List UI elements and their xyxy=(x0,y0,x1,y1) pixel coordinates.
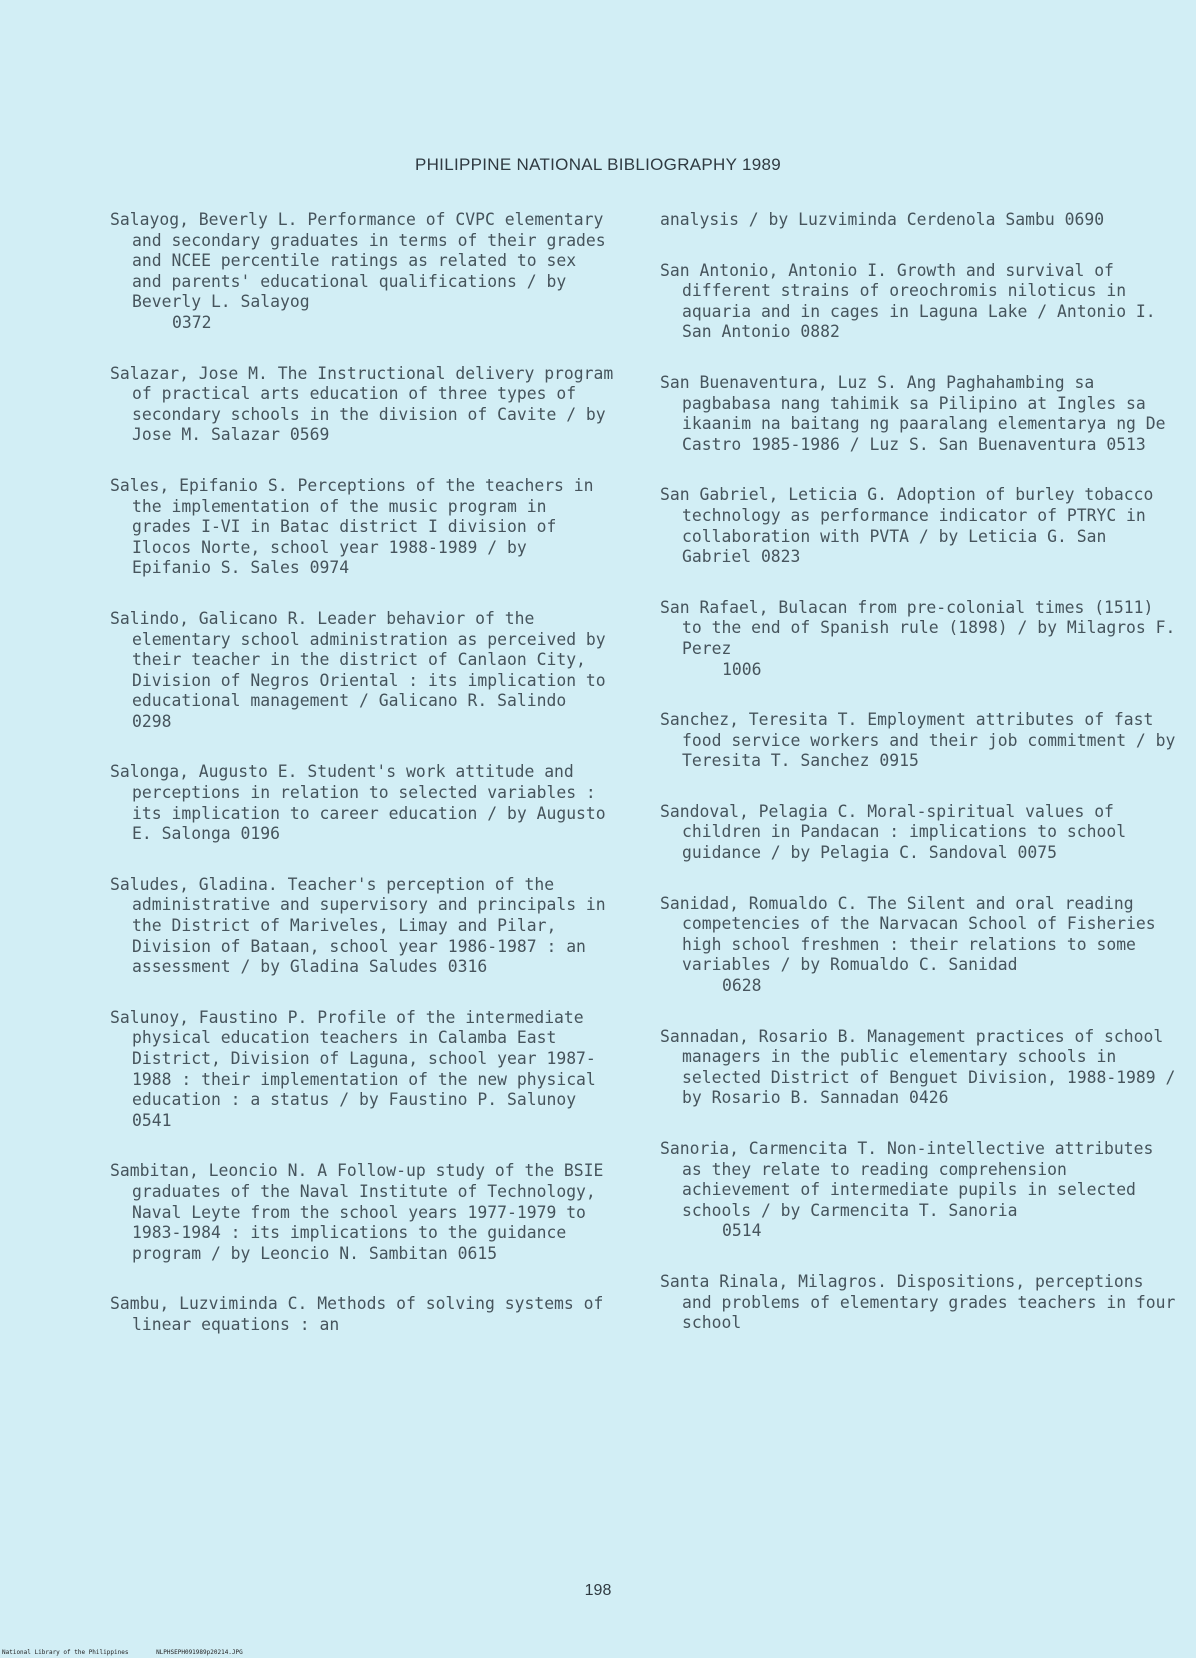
bibliography-entry: Salindo, Galicano R. Leader behavior of the elementary school administration as perceived by their teacher in the district of Canlaon City, Division of Negros Oriental : its implication to educational management / Galicano R. Salindo 0298 xyxy=(110,608,606,731)
bibliography-entry: Sanchez, Teresita T. Employment attributes of fast food service workers and their job commitment / by Teresita T. Sanchez 0915 xyxy=(660,710,1176,771)
bibliography-entry: San Antonio, Antonio I. Growth and survival of different strains of oreochromis niloticus in aquaria and in cages in Laguna Lake / Antonio I. San Antonio 0882 xyxy=(660,260,1156,342)
left-column xyxy=(110,210,615,1366)
bibliography-entry: San Gabriel, Leticia G. Adoption of burley tobacco technology as performance indicator of PTRYC in collaboration with PVTA / by Leticia G. San Gabriel 0823 xyxy=(660,485,1154,567)
bibliography-entry: Sannadan, Rosario B. Management practices of school managers in the public elementary schools in selected District of Benguet Division, 1988-1989 / by Rosario B. Sannadan 0426 xyxy=(660,1026,1176,1108)
footer-library: National Library of the Philippines xyxy=(2,1649,129,1656)
bibliography-entry: Sambitan, Leoncio N. A Follow-up study of the BSIE graduates of the Naval Institute of Technology, Naval Leyte from the school years 1977-1979 to 1983-1984 : its implications to the guidance program / by Leoncio N. Sambitan 0615 xyxy=(110,1161,604,1263)
bibliography-entry: Sales, Epifanio S. Perceptions of the teachers in the implementation of the music program in grades I-VI in Batac district I division of Ilocos Norte, school year 1988-1989 / by Epifanio S. Sales 0974 xyxy=(110,475,594,578)
bibliography-entry: Salunoy, Faustino P. Profile of the intermediate physical education teachers in Calamba East District, Division of Laguna, school year 1987-1988 : their implementation of the new physical education : a status / by Faustino P. Salunoy 0541 xyxy=(110,1007,596,1130)
page-number: 198 xyxy=(584,1582,612,1599)
bibliography-entry: Salazar, Jose M. The Instructional delivery program of practical arts education of three types of secondary schools in the division of Cavite / by Jose M. Salazar 0569 xyxy=(110,363,614,445)
page-title: PHILIPPINE NATIONAL BIBLIOGRAPHY 1989 xyxy=(414,155,782,174)
bibliography-entry: San Buenaventura, Luz S. Ang Paghahambing sa pagbabasa nang tahimik sa Pilipino at Ingles sa ikaanim na baitang ng paaralang elementarya ng De Castro 1985-1986 / Luz S. San Buenaventura 0513 xyxy=(660,372,1166,454)
bibliography-entry: Santa Rinala, Milagros. Dispositions, perceptions and problems of elementary grades teachers in four school xyxy=(660,1271,1176,1333)
bibliography-entry: Salayog, Beverly L. Performance of CVPC elementary and secondary graduates in terms of their grades and NCEE percentile ratings as related to sex and parents' educational qualifications / by Beverly L. Salayog 0372 xyxy=(110,210,606,332)
footer xyxy=(2,1649,267,1656)
bibliography-entry: Sanoria, Carmencita T. Non-intellective attributes as they relate to reading comprehension achievement of intermediate pupils in selected schools / by Carmencita T. Sanoria 0514 xyxy=(660,1139,1154,1241)
bibliography-entry: Sandoval, Pelagia C. Moral-spiritual values of children in Pandacan : implications to school guidance / by Pelagia C. Sandoval 0075 xyxy=(660,801,1127,863)
bibliography-entry: analysis / by Luzviminda Cerdenola Sambu 0690 xyxy=(660,210,1105,229)
bibliography-entry: Sambu, Luzviminda C. Methods of solving systems of linear equations : an xyxy=(110,1294,604,1334)
right-column xyxy=(660,210,1180,1364)
bibliography-entry: San Rafael, Bulacan from pre-colonial times (1511) to the end of Spanish rule (1898) / by Milagros F. Perez 1006 xyxy=(660,597,1176,679)
bibliography-entry: Saludes, Gladina. Teacher's perception of the administrative and supervisory and principals in the District of Mariveles, Limay and Pilar, Division of Bataan, school year 1986-1987 : an assessment / by Gladina Saludes 0316 xyxy=(110,874,606,977)
bibliography-entry: Salonga, Augusto E. Student's work attitude and perceptions in relation to selected variables : its implication to career education / by Augusto E. Salonga 0196 xyxy=(110,762,606,844)
bibliography-entry: Sanidad, Romualdo C. The Silent and oral reading competencies of the Narvacan School of Fisheries high school freshmen : their relations to some variables / by Romualdo C. Sanidad 0628 xyxy=(660,893,1156,996)
footer-file: NLPHSEPH091989p20214.JPG xyxy=(156,1649,243,1656)
